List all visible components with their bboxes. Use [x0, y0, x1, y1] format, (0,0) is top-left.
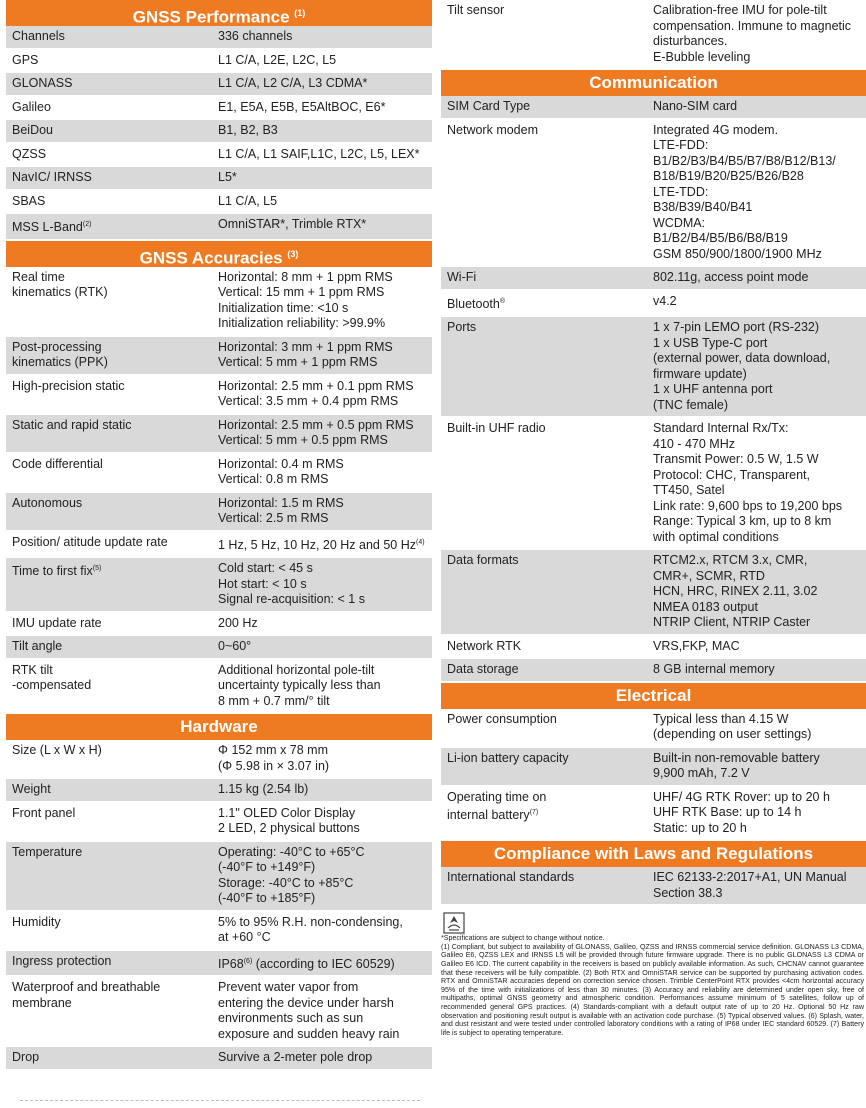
- spec-label-text: NavIC/ IRNSS: [12, 170, 92, 184]
- spec-value-text: IEC 62133-2:2017+A1, UN Manual Section 38.3: [653, 870, 847, 900]
- spec-value-text: Horizontal: 1.5 m RMS Vertical: 2.5 m RMS: [218, 495, 344, 526]
- spec-label-text: Temperature: [12, 844, 83, 859]
- spec-label: [6, 29, 218, 45]
- spec-label-text: Network RTK: [447, 638, 522, 653]
- spec-label: [6, 379, 218, 410]
- spec-row: [6, 415, 432, 454]
- spec-row: [441, 317, 866, 418]
- spec-label: [6, 496, 218, 527]
- spec-value-text: E1, E5A, E5B, E5AltBOC, E6*: [218, 99, 386, 114]
- spec-label-text: Static and rapid static: [12, 417, 132, 432]
- spec-value: [653, 123, 866, 263]
- spec-value-text: 8 GB internal memory: [653, 662, 775, 677]
- spec-value-note: (4): [416, 538, 425, 546]
- spec-label-text: Waterproof and breathable membrane: [12, 980, 161, 1010]
- spec-value: [653, 553, 866, 631]
- spec-row: [6, 803, 432, 842]
- spec-value-text: Typical less than 4.15 W (depending on user settings): [653, 711, 812, 742]
- spec-label-text: Network modem: [447, 122, 538, 137]
- spec-value: [218, 418, 432, 449]
- spec-value: [218, 496, 432, 527]
- spec-row: [6, 454, 432, 493]
- spec-value-text: RTCM2.x, RTCM 3.x, CMR, CMR+, SCMR, RTD HCN, HRC, RINEX 2.11, 3.02 NMEA 0183 output NTRIP Client, NTRIP Caster: [653, 553, 818, 630]
- spec-value-text: VRS,FKP, MAC: [653, 638, 740, 653]
- spec-label-text: High-precision static: [12, 378, 125, 393]
- spec-label-text: Data formats: [447, 553, 519, 568]
- spec-row: [441, 787, 866, 842]
- spec-value-text: v4.2: [653, 293, 677, 308]
- section-title: Compliance with Laws and Regulations: [493, 844, 814, 864]
- spec-label: [6, 76, 218, 92]
- spec-value: [218, 29, 432, 45]
- spec-row: [6, 613, 432, 637]
- spec-label-text: Li-ion battery capacity: [447, 750, 569, 765]
- spec-label: [441, 662, 653, 678]
- spec-row: [6, 660, 432, 715]
- spec-label: [441, 790, 653, 837]
- spec-label: [441, 99, 653, 115]
- spec-value: [218, 194, 432, 210]
- spec-value-text: L5*: [218, 170, 237, 184]
- spec-value-text: Φ 152 mm x 78 mm (Φ 5.98 in × 3.07 in): [218, 743, 330, 773]
- left-column: [6, 0, 432, 1071]
- spec-label-text: Channels: [12, 29, 65, 43]
- spec-row: [441, 291, 866, 318]
- spec-label: [6, 782, 218, 798]
- spec-label-text: Post-processing kinematics (PPK): [12, 339, 108, 370]
- spec-label: [6, 457, 218, 488]
- spec-label-text: International standards: [447, 870, 575, 885]
- spec-value: [218, 616, 432, 632]
- spec-row: [6, 191, 432, 215]
- spec-value-text: L1 C/A, L1 SAIF,L1C, L2C, L5, LEX*: [218, 146, 420, 161]
- spec-value: [218, 379, 432, 410]
- section-title: Electrical: [615, 685, 692, 705]
- spec-label-text: Code differential: [12, 456, 103, 471]
- spec-label-note: (7): [529, 809, 539, 817]
- spec-row: [441, 418, 866, 550]
- spec-row: [6, 977, 432, 1047]
- spec-row: [6, 120, 432, 144]
- spec-label: [441, 320, 653, 413]
- spec-label: [6, 915, 218, 946]
- spec-value: [218, 845, 432, 907]
- section-header-communication: [441, 70, 866, 96]
- spec-row: [6, 493, 432, 532]
- spec-value: [218, 561, 432, 608]
- spec-value: [218, 270, 432, 332]
- spec-label-text: Position/ atitude update rate: [12, 534, 168, 549]
- dashed-divider: [20, 1100, 420, 1101]
- spec-label: [6, 743, 218, 774]
- spec-label-text: MSS L-Band: [12, 220, 83, 235]
- spec-row: [441, 96, 866, 120]
- spec-row: [6, 779, 432, 803]
- spec-label: [6, 194, 218, 210]
- spec-row: [6, 50, 432, 74]
- spec-label: [441, 270, 653, 286]
- spec-value-note: (6): [243, 957, 253, 965]
- spec-value: [218, 457, 432, 488]
- spec-label: [441, 294, 653, 313]
- spec-value-text: OmniSTAR*, Trimble RTX*: [218, 217, 367, 231]
- right-column: [441, 0, 866, 1037]
- spec-value-text: 1 Hz, 5 Hz, 10 Hz, 20 Hz and 50 Hz: [218, 537, 417, 552]
- spec-row: [6, 97, 432, 121]
- spec-row: [6, 1047, 432, 1071]
- spec-value-text: L1 C/A, L5: [218, 193, 278, 208]
- spec-value-text: 1 x 7-pin LEMO port (RS-232) 1 x USB Type-C port (external power, data download, firmware update) 1 x UHF antenna port (TNC female): [653, 320, 831, 412]
- spec-label-text: Real time kinematics (RTK): [12, 269, 108, 300]
- spec-value-text: Prevent water vapor from entering the device under harsh environments such as sun exposure and sudden heavy rain: [218, 980, 400, 1041]
- spec-label: [6, 123, 218, 139]
- spec-label-text: RTK tilt -compensated: [12, 662, 92, 693]
- spec-value-text: 5% to 95% R.H. non-condensing, at +60 °C: [218, 914, 403, 945]
- spec-value: [653, 320, 866, 413]
- spec-value-text: Built-in non-removable battery 9,900 mAh, 7.2 V: [653, 750, 820, 781]
- spec-value-text: 200 Hz: [218, 615, 258, 630]
- spec-label: [6, 535, 218, 554]
- spec-label-text: Time to first fix: [12, 564, 93, 579]
- section-header-electrical: [441, 683, 866, 709]
- spec-row: [441, 636, 866, 660]
- spec-row: [441, 0, 866, 70]
- spec-value: [218, 340, 432, 371]
- spec-label-text: SIM Card Type: [447, 99, 531, 113]
- spec-value: [653, 421, 866, 545]
- spec-label-text: Tilt angle: [12, 639, 63, 654]
- spec-label-text: GPS: [12, 52, 39, 67]
- spec-row: [6, 912, 432, 951]
- section-header-gnss-performance: [6, 0, 432, 26]
- spec-row: [6, 337, 432, 376]
- spec-value-text: 1.1" OLED Color Display 2 LED, 2 physical buttons: [218, 805, 360, 836]
- spec-row: [6, 740, 432, 779]
- spec-label-text: BeiDou: [12, 123, 53, 137]
- spec-row: [6, 532, 432, 559]
- spec-value: [218, 743, 432, 774]
- spec-row: [441, 709, 866, 748]
- spec-value-text: 0~60°: [218, 639, 252, 654]
- spec-row: [6, 26, 432, 50]
- section-title: GNSS Performance: [132, 7, 290, 27]
- spec-value: [218, 1050, 432, 1066]
- footnote-text: *Specifications are subject to change without notice.: [441, 934, 605, 943]
- spec-row: [6, 73, 432, 97]
- spec-label-text: Front panel: [12, 805, 76, 820]
- section-header-compliance: [441, 841, 866, 867]
- spec-value: [218, 980, 432, 1042]
- spec-label-text: Built-in UHF radio: [447, 421, 546, 436]
- spec-label-text: Ports: [447, 320, 477, 335]
- spec-label-note: (5): [92, 565, 102, 573]
- footnotes: [441, 934, 866, 1037]
- spec-row: [441, 867, 866, 906]
- spec-label-text: Data storage: [447, 662, 519, 677]
- spec-label: [441, 553, 653, 631]
- spec-row: [441, 267, 866, 291]
- spec-value-text: UHF/ 4G RTK Rover: up to 20 h UHF RTK Base: up to 14 h Static: up to 20 h: [653, 789, 830, 835]
- spec-label: [6, 170, 218, 186]
- spec-label: [441, 421, 653, 545]
- spec-label: [6, 53, 218, 69]
- spec-value: [218, 663, 432, 710]
- spec-label: [441, 3, 653, 65]
- spec-value-text: B1, B2, B3: [218, 123, 278, 137]
- spec-label: [6, 100, 218, 116]
- spec-row: [6, 558, 432, 613]
- section-header-gnss-accuracies: [6, 241, 432, 267]
- spec-label: [6, 340, 218, 371]
- spec-label-text: SBAS: [12, 193, 46, 208]
- spec-label: [6, 845, 218, 907]
- spec-value-text: IP68: [218, 956, 244, 971]
- spec-value-text: Calibration-free IMU for pole-tilt compensation. Immune to magnetic disturbances. E-Bubble leveling: [653, 3, 852, 64]
- spec-label-text: Tilt sensor: [447, 3, 505, 17]
- recycle-leaf-icon: [443, 912, 465, 934]
- spec-value: [653, 294, 866, 313]
- spec-label-text: IMU update rate: [12, 615, 102, 630]
- spec-row: [6, 167, 432, 191]
- spec-label-text: QZSS: [12, 146, 47, 161]
- spec-row: [6, 951, 432, 978]
- spec-row: [6, 144, 432, 168]
- spec-value: [653, 270, 866, 286]
- spec-value-text: Standard Internal Rx/Tx: 410 - 470 MHz Transmit Power: 0.5 W, 1.5 W Protocol: CHC, Transparent, TT450, Satel Link rate: 9,600 bps to 19,200 bps Range: Typical 3 km, up to 8 km with optimal conditions: [653, 421, 843, 544]
- spec-value: [653, 751, 866, 782]
- footnote-text: (1) Compliant, but subject to availability of GLONASS, Galileo, QZSS and IRNSS commercial service definition. GLONASS L3 CDMA, Galileo E6, QZSS LEX and IRNSS L5 will be provided through future firmware upgrade. There is no public GLONASS L3 CDMA or Galileo E6 ICD. The current capability in the receivers is based on publicly available information. As such, CHCNAV cannot guarantee that these receivers will be fully compatible. (2) Both RTX and OmniSTAR service can be supported by purchasing activation codes. RTX and OmniSTAR accuracies depend on correction service chosen. Trimble CenterPoint RTX provides <4cm horizontal accuracy 95% of the time with initializations of less than 30 minutes. (3) Accuracy and reliability are determined under open sky, free of multipaths, optimal GNSS geometry and atmospheric condition. Performances assume minimum of 5 satellites, follow up of recommended general GPS practices. (4) Standards-compliant with a default output rate of up to 20 Hz. Optional 50 Hz raw observation and positioning result output is available with an activation code purchase. (5) Typical observed values. (6) Splash, water, and dust resistant and were tested under controlled laboratory conditions with a rating of IP68 under IEC standard 60529. (7) Battery life is subject to operating temperature.: [441, 942, 864, 1037]
- spec-row: [6, 842, 432, 912]
- spec-value-text: Integrated 4G modem. LTE-FDD: B1/B2/B3/B4/B5/B7/B8/B12/B13/ B18/B19/B20/B25/B26/B28 LTE-TDD: B38/B39/B40/B41 WCDMA: B1/B2/B4/B5/B6/B8/B19 GSM 850/900/1800/1900 MHz: [653, 122, 836, 261]
- spec-value: [653, 639, 866, 655]
- section-title: GNSS Accuracies: [139, 248, 283, 268]
- section-title: Communication: [589, 73, 718, 92]
- spec-value: [218, 954, 432, 973]
- spec-label-text: Wi-Fi: [447, 270, 477, 284]
- spec-label-note: ®: [499, 297, 505, 305]
- spec-label-text: Ingress protection: [12, 953, 112, 968]
- spec-row: [6, 267, 432, 337]
- spec-value-text: 336 channels: [218, 29, 293, 43]
- spec-label: [6, 639, 218, 655]
- spec-label-text: GLONASS: [12, 76, 73, 90]
- spec-value-text: Horizontal: 3 mm + 1 ppm RMS Vertical: 5 mm + 1 ppm RMS: [218, 339, 393, 370]
- spec-value: [653, 662, 866, 678]
- spec-value: [218, 217, 432, 236]
- spec-label: [6, 663, 218, 710]
- spec-value-text: 1.15 kg (2.54 lb): [218, 782, 309, 797]
- spec-row: [441, 659, 866, 683]
- spec-label-text: Humidity: [12, 914, 61, 929]
- spec-label: [6, 217, 218, 236]
- spec-label-text: Drop: [12, 1050, 40, 1065]
- spec-value-text: 802.11g, access point mode: [653, 270, 809, 284]
- spec-value-text: Horizontal: 0.4 m RMS Vertical: 0.8 m RMS: [218, 456, 344, 487]
- spec-label: [6, 270, 218, 332]
- spec-label: [6, 954, 218, 973]
- spec-value: [653, 790, 866, 837]
- spec-value-text: L1 C/A, L2E, L2C, L5: [218, 52, 337, 67]
- spec-label-text: Power consumption: [447, 711, 557, 726]
- spec-label: [441, 870, 653, 901]
- section-note: (3): [287, 248, 299, 259]
- spec-value: [218, 100, 432, 116]
- spec-value: [218, 147, 432, 163]
- section-note: (1): [294, 8, 306, 18]
- spec-value: [218, 53, 432, 69]
- spec-label: [6, 147, 218, 163]
- spec-value-text: L1 C/A, L2 C/A, L3 CDMA*: [218, 76, 368, 90]
- spec-row: [441, 550, 866, 636]
- spec-label-text: Size (L x W x H): [12, 743, 102, 758]
- spec-value-text: Horizontal: 2.5 mm + 0.5 ppm RMS Vertical: 5 mm + 0.5 ppm RMS: [218, 417, 414, 448]
- spec-label: [6, 1050, 218, 1066]
- spec-value: [218, 915, 432, 946]
- spec-value: [218, 782, 432, 798]
- spec-label: [441, 123, 653, 263]
- spec-value: [218, 639, 432, 655]
- spec-label-note: (2): [82, 221, 92, 228]
- spec-value-text: Cold start: < 45 s Hot start: < 10 s Signal re-acquisition: < 1 s: [218, 561, 365, 607]
- spec-value: [653, 3, 866, 65]
- spec-label: [6, 561, 218, 608]
- spec-row: [6, 376, 432, 415]
- spec-label: [6, 806, 218, 837]
- spec-value-text: Nano-SIM card: [653, 99, 738, 113]
- spec-value: [218, 535, 432, 554]
- spec-value: [653, 99, 866, 115]
- spec-label: [441, 751, 653, 782]
- spec-label: [6, 980, 218, 1042]
- spec-label-text: Galileo: [12, 99, 51, 114]
- spec-row: [441, 120, 866, 268]
- spec-label-text: Weight: [12, 782, 51, 797]
- spec-value: [218, 170, 432, 186]
- spec-value: [653, 870, 866, 901]
- spec-value: [218, 76, 432, 92]
- spec-label: [6, 616, 218, 632]
- spec-label: [441, 712, 653, 743]
- spec-value-tail: (according to IEC 60529): [252, 956, 395, 971]
- section-title: Hardware: [180, 717, 258, 737]
- spec-value-text: Additional horizontal pole-tilt uncertainty typically less than 8 mm + 0.7 mm/° tilt: [218, 662, 381, 708]
- spec-label-text: Operating time on internal battery: [447, 789, 547, 823]
- spec-value: [218, 806, 432, 837]
- spec-value: [218, 123, 432, 139]
- spec-value-text: Survive a 2-meter pole drop: [218, 1050, 373, 1065]
- spec-value-text: Horizontal: 2.5 mm + 0.1 ppm RMS Vertical: 3.5 mm + 0.4 ppm RMS: [218, 378, 414, 409]
- spec-row: [441, 748, 866, 787]
- spec-label: [441, 639, 653, 655]
- spec-row: [6, 214, 432, 241]
- spec-value-text: Horizontal: 8 mm + 1 ppm RMS Vertical: 15 mm + 1 ppm RMS Initialization time: <10 s Initialization reliability: >99.9%: [218, 269, 393, 331]
- section-header-hardware: [6, 714, 432, 740]
- spec-label: [6, 418, 218, 449]
- spec-label-text: Bluetooth: [447, 296, 500, 311]
- spec-row: [6, 636, 432, 660]
- spec-label-text: Autonomous: [12, 495, 83, 510]
- spec-value-text: Operating: -40°C to +65°C (-40°F to +149°F) Storage: -40°C to +85°C (-40°F to +185°F): [218, 844, 365, 906]
- spec-value: [653, 712, 866, 743]
